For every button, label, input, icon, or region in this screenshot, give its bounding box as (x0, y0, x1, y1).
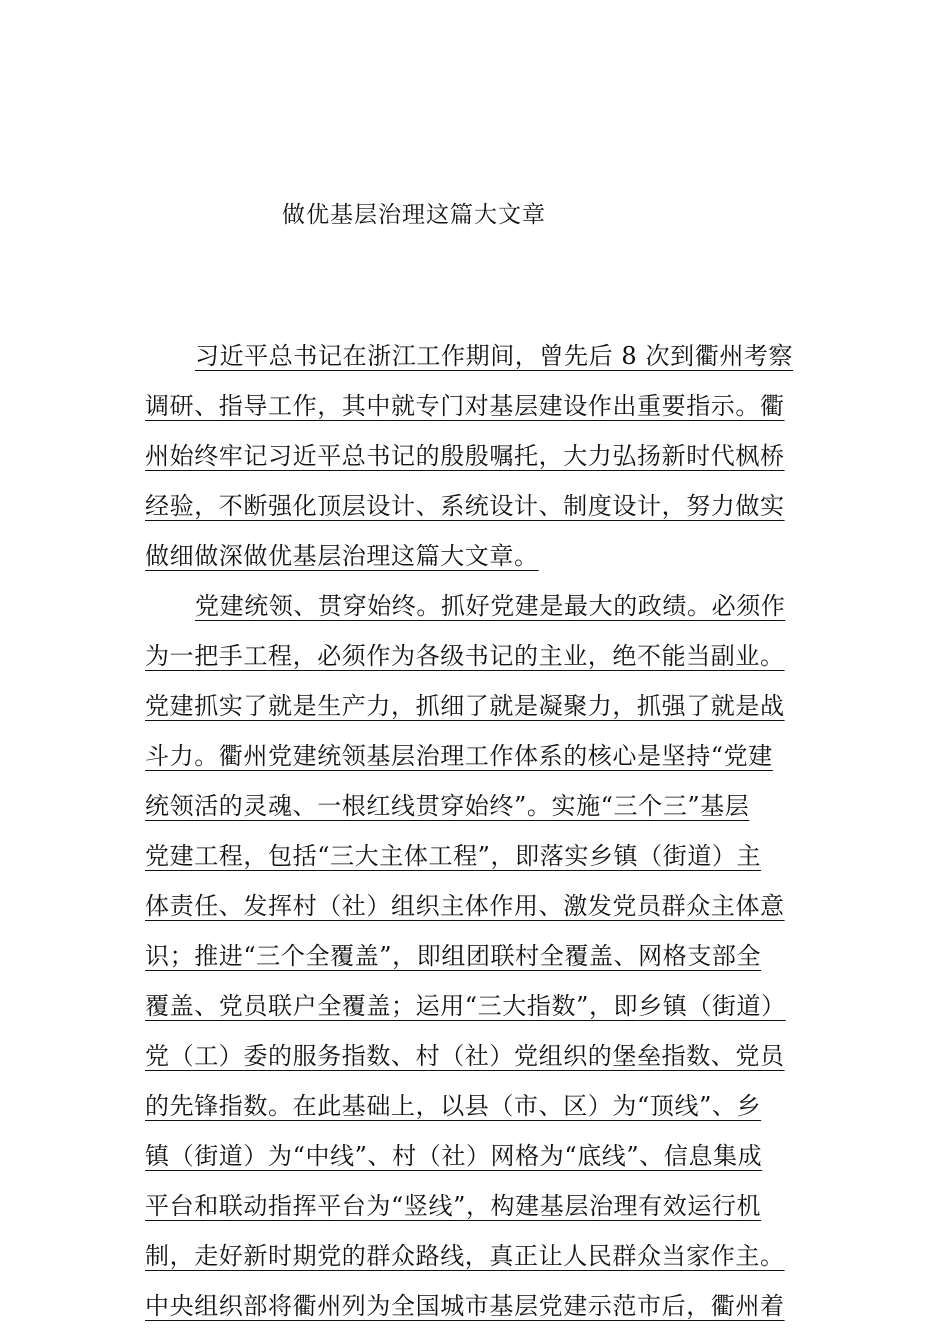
paragraph-line (145, 1236, 835, 1286)
line-text: 覆盖、党员联户全覆盖；运用“三大指数”，即乡镇（街道） (145, 992, 786, 1020)
line-text: 镇（街道）为“中线”、村（社）网格为“底线”、信息集成 (145, 1142, 763, 1170)
paragraph-line (145, 336, 835, 386)
document-title: 做优基层治理这篇大文章 (282, 202, 546, 228)
line-text: 习近平总书记在浙江工作期间，曾先后 8 次到衢州考察 (195, 342, 794, 370)
line-text: 党建抓实了就是生产力，抓细了就是凝聚力，抓强了就是战 (145, 692, 785, 720)
paragraph-line (145, 736, 835, 786)
line-text: 党（工）委的服务指数、村（社）党组织的堡垒指数、党员 (145, 1042, 785, 1070)
line-text: 识；推进“三个全覆盖”，即组团联村全覆盖、网格支部全 (145, 942, 762, 970)
line-text: 经验，不断强化顶层设计、系统设计、制度设计，努力做实 (145, 492, 785, 520)
paragraph-line (145, 1286, 835, 1336)
paragraph-line (145, 886, 835, 936)
paragraph-line (145, 1136, 835, 1186)
line-text: 党建工程，包括“三大主体工程”，即落实乡镇（街道）主 (145, 842, 762, 870)
line-text: 体责任、发挥村（社）组织主体作用、激发党员群众主体意 (145, 892, 785, 920)
line-text: 平台和联动指挥平台为“竖线”，构建基层治理有效运行机 (145, 1192, 762, 1220)
paragraph-line (145, 1186, 835, 1236)
line-text: 党建统领、贯穿始终。抓好党建是最大的政绩。必须作 (195, 592, 786, 620)
paragraph-line (145, 486, 835, 536)
paragraph-line (145, 836, 835, 886)
paragraph-line (145, 436, 835, 486)
paragraph-line (145, 636, 835, 686)
paragraph-line (145, 386, 835, 436)
paragraph-line (145, 686, 835, 736)
line-text: 为一把手工程，必须作为各级书记的主业，绝不能当副业。 (145, 642, 785, 670)
line-text: 制，走好新时期党的群众路线，真正让人民群众当家作主。 (145, 1242, 785, 1270)
line-text: 调研、指导工作，其中就专门对基层建设作出重要指示。衢 (145, 392, 785, 420)
paragraph-line (145, 936, 835, 986)
line-text: 的先锋指数。在此基础上，以县（市、区）为“顶线”、乡 (145, 1092, 762, 1120)
line-text: 州始终牢记习近平总书记的殷殷嘱托，大力弘扬新时代枫桥 (145, 442, 785, 470)
line-text: 做细做深做优基层治理这篇大文章。 (145, 542, 539, 570)
document-body (145, 336, 835, 1336)
paragraph-line (145, 586, 835, 636)
paragraph-line (145, 986, 835, 1036)
line-text: 斗力。衢州党建统领基层治理工作体系的核心是坚持“党建 (145, 742, 773, 770)
paragraph-line (145, 1036, 835, 1086)
paragraph-line (145, 1086, 835, 1136)
paragraph-line (145, 786, 835, 836)
paragraph-line (145, 536, 835, 586)
line-text: 中央组织部将衢州列为全国城市基层党建示范市后，衢州着 (145, 1292, 785, 1320)
line-text: 统领活的灵魂、一根红线贯穿始终”。实施“三个三”基层 (145, 792, 750, 820)
